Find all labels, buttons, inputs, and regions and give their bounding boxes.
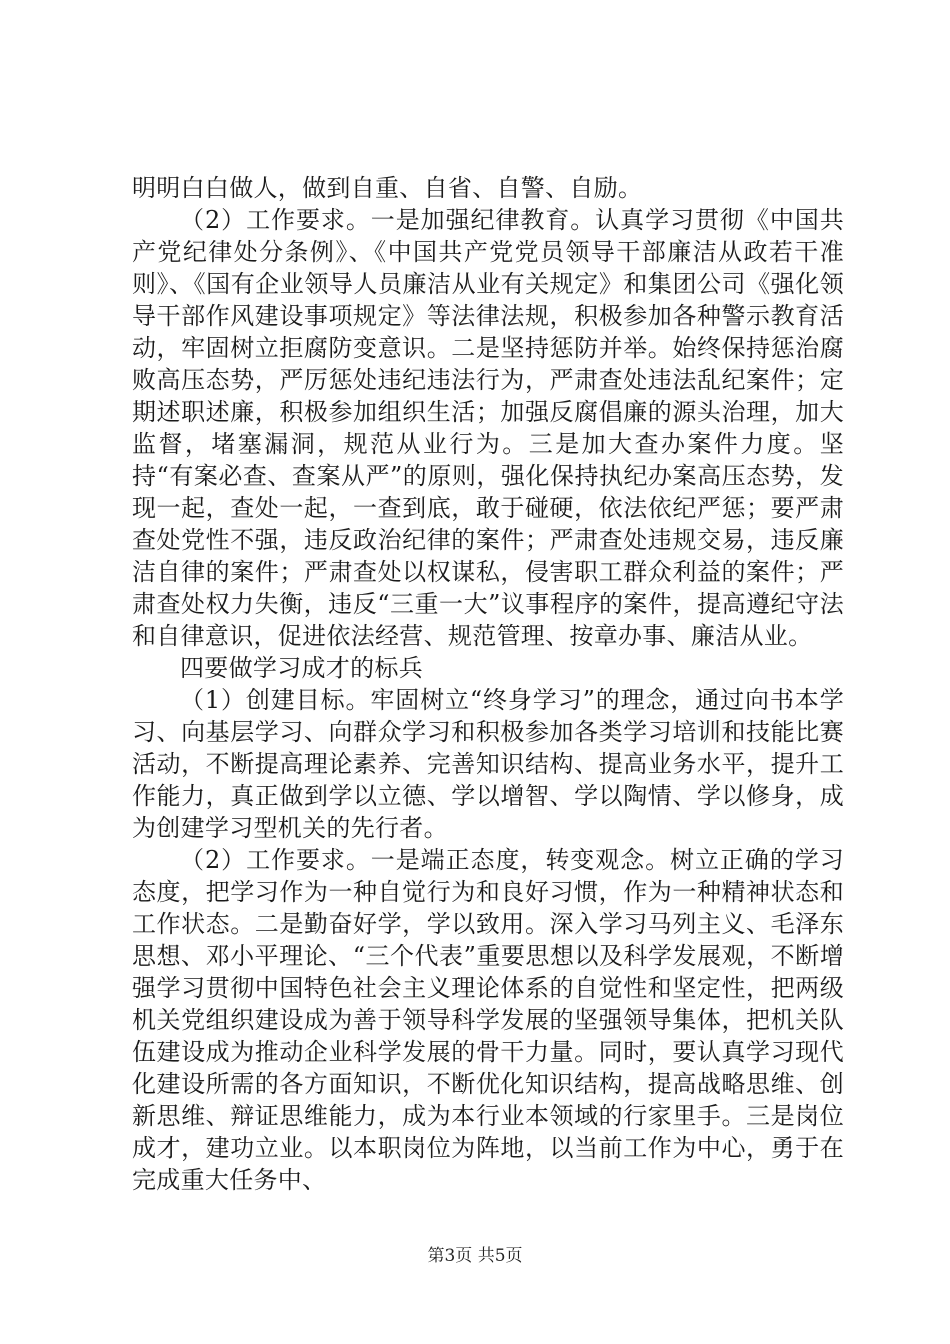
paragraph-4: （2）工作要求。一是端正态度，转变观念。树立正确的学习态度，把学习作为一种自觉行为和良好习惯，作为一种精神状态和工作状态。二是勤奋好学，学以致用。深入学习马列主义、毛泽东思想、邓小平理论、“三个代表”重要思想以及科学发展观，不断增强学习贯彻中国特色社会主义理论体系的自觉性和坚定性，把两级机关党组织建设成为善于领导科学发展的坚强领导集体，把机关队伍建设成为推动企业科学发展的骨干力量。同时，要认真学习现代化建设所需的各方面知识，不断优化知识结构，提高战略思维、创新思维、辩证思维能力，成为本行业本领域的行家里手。三是岗位成才，建功立业。以本职岗位为阵地，以当前工作为中心，勇于在完成重大任务中、 xyxy=(132,846,844,1194)
paragraph-3: （1）创建目标。牢固树立“终身学习”的理念，通过向书本学习、向基层学习、向群众学习和积极参加各类学习培训和技能比赛活动，不断提高理论素养、完善知识结构、提高业务水平，提升工作能力，真正做到学以立德、学以增智、学以陶情、学以修身，成为创建学习型机关的先行者。 xyxy=(132,686,844,842)
paragraph-2: （2）工作要求。一是加强纪律教育。认真学习贯彻《中国共产党纪律处分条例》、《中国共产党党员领导干部廉洁从政若干准则》、《国有企业领导人员廉洁从业有关规定》和集团公司《强化领导干部作风建设事项规定》等法律法规，积极参加各种警示教育活动，牢固树立拒腐防变意识。二是坚持惩防并举。始终保持惩治腐败高压态势，严厉惩处违纪违法行为，严肃查处违法乱纪案件；定期述职述廉，积极参加组织生活；加强反腐倡廉的源头治理，加大监督，堵塞漏洞，规范从业行为。三是加大查办案件力度。坚持“有案必查、查案从严”的原则，强化保持执纪办案高压态势，发现一起，查处一起，一查到底，敢于碰硬，依法依纪严惩；要严肃查处党性不强，违反政治纪律的案件；严肃查处违规交易，违反廉洁自律的案件；严肃查处以权谋私，侵害职工群众利益的案件；严肃查处权力失衡，违反“三重一大”议事程序的案件，提高遵纪守法和自律意识，促进依法经营、规范管理、按章办事、廉洁从业。 xyxy=(132,206,844,650)
document-body xyxy=(132,172,844,1196)
page-footer: 第3页 共5页 xyxy=(427,1246,523,1266)
paragraph-1: 明明白白做人，做到自重、自省、自警、自励。 xyxy=(132,174,643,202)
section-heading: 四要做学习成才的标兵 xyxy=(180,654,423,682)
